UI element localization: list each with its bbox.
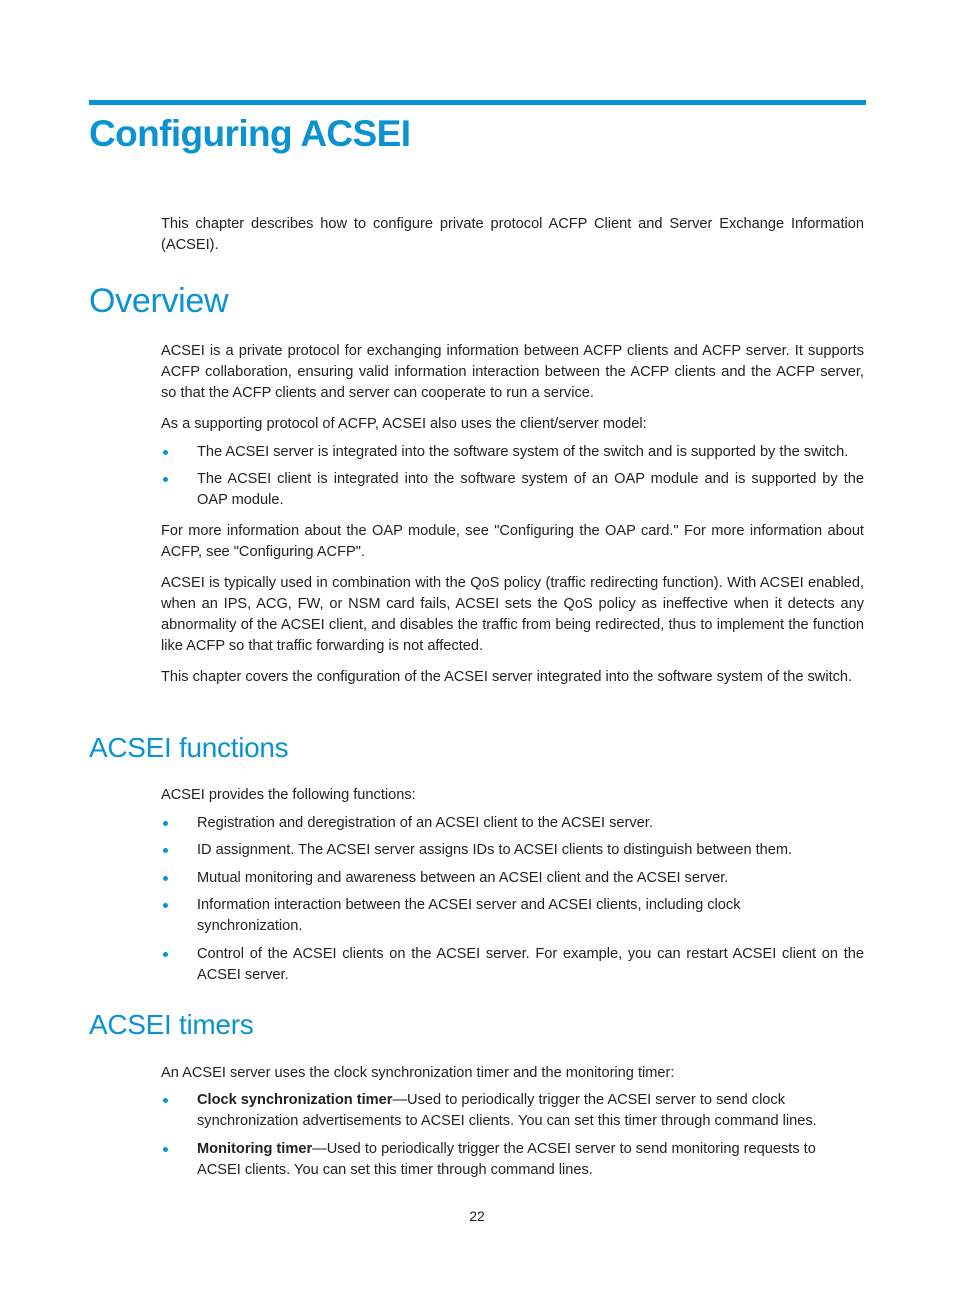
chapter-title-rule xyxy=(89,100,866,105)
chapter-title: Configuring ACSEI xyxy=(89,113,411,154)
term-clock-synchronization-timer: Clock synchronization timer xyxy=(197,1092,393,1108)
overview-paragraph-1: ACSEI is a private protocol for exchanging information between ACFP clients and ACFP server. It supports ACFP collaboration, ensuring valid information interaction between the ACFP clients and the ACFP server, so that the ACFP clients and server can cooperate to run a service. xyxy=(161,343,864,401)
functions-heading: ACSEI functions xyxy=(89,732,289,763)
list-item-text: The ACSEI client is integrated into the software system of an OAP module and is supported by the OAP module. xyxy=(197,471,864,508)
list-item-text xyxy=(197,1090,847,1132)
list-item-text: ID assignment. The ACSEI server assigns IDs to ACSEI clients to distinguish between them. xyxy=(197,842,793,858)
list-item-text: The ACSEI server is integrated into the software system of the switch and is supported by the switch. xyxy=(197,444,849,460)
timers-intro: An ACSEI server uses the clock synchronization timer and the monitoring timer: xyxy=(161,1065,675,1081)
overview-paragraph-5: This chapter covers the configuration of the ACSEI server integrated into the software system of the switch. xyxy=(161,669,853,685)
bullet-icon xyxy=(163,477,168,482)
list-item xyxy=(161,895,864,937)
list-item xyxy=(161,840,864,861)
bullet-icon xyxy=(163,952,168,957)
list-item xyxy=(161,469,864,511)
bullet-icon xyxy=(163,821,168,826)
bullet-icon xyxy=(163,450,168,455)
list-item xyxy=(161,1090,864,1132)
term-monitoring-timer: Monitoring timer xyxy=(197,1141,313,1157)
overview-paragraph-3: For more information about the OAP module, see "Configuring the OAP card." For more information about ACFP, see "Configuring ACFP". xyxy=(161,523,864,560)
functions-intro: ACSEI provides the following functions: xyxy=(161,787,416,803)
list-item xyxy=(161,1139,864,1181)
list-item xyxy=(161,944,864,986)
bullet-icon xyxy=(163,1098,168,1103)
list-item-text: Information interaction between the ACSEI server and ACSEI clients, including clock synchronization. xyxy=(197,897,741,934)
timers-heading: ACSEI timers xyxy=(89,1009,254,1040)
overview-heading: Overview xyxy=(89,282,229,320)
list-item-text: Control of the ACSEI clients on the ACSEI server. For example, you can restart ACSEI client on the ACSEI server. xyxy=(197,946,864,983)
bullet-icon xyxy=(163,848,168,853)
bullet-icon xyxy=(163,903,168,908)
page-number: 22 xyxy=(469,1208,485,1224)
list-item-text xyxy=(197,1139,852,1181)
bullet-icon xyxy=(163,1147,168,1152)
list-item-text: Registration and deregistration of an ACSEI client to the ACSEI server. xyxy=(197,815,653,831)
term-description: —Used to periodically trigger the ACSEI server to send monitoring requests to ACSEI clients. You can set this timer through command lines. xyxy=(197,1141,816,1178)
list-item xyxy=(161,813,864,834)
overview-paragraph-2: As a supporting protocol of ACFP, ACSEI also uses the client/server model: xyxy=(161,416,647,432)
list-item-text: Mutual monitoring and awareness between an ACSEI client and the ACSEI server. xyxy=(197,870,729,886)
bullet-icon xyxy=(163,876,168,881)
overview-paragraph-4: ACSEI is typically used in combination with the QoS policy (traffic redirecting function). With ACSEI enabled, when an IPS, ACG, FW, or NSM card fails, ACSEI sets the QoS policy as ineffective when it detects any abnormality of the ACSEI client, and disables the traffic from being redirected, thus to implement the function like ACFP so that traffic forwarding is not affected. xyxy=(161,575,864,654)
chapter-intro: This chapter describes how to configure private protocol ACFP Client and Server Exchange Information (ACSEI). xyxy=(161,216,864,253)
list-item xyxy=(161,442,864,463)
list-item xyxy=(161,868,864,889)
term-description: —Used to periodically trigger the ACSEI server to send clock synchronization advertisements to ACSEI clients. You can set this timer through command lines. xyxy=(197,1092,817,1129)
